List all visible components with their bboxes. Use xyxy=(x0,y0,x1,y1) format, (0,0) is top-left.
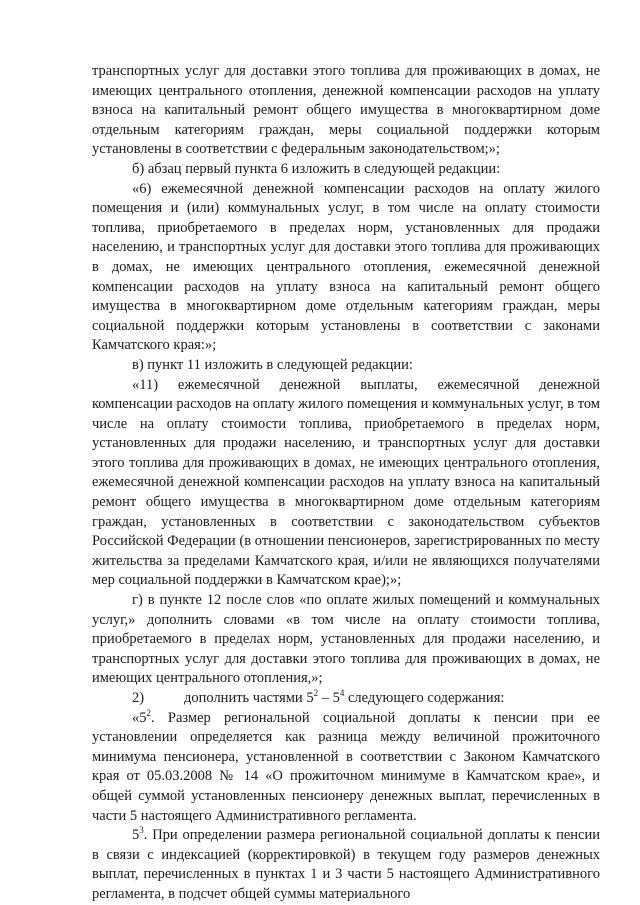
superscript: 4 xyxy=(339,688,345,698)
paragraph-5-3 xyxy=(92,826,600,904)
paragraph-2-text-b: – 5 xyxy=(318,690,340,706)
paragraph-continuation: транспортных услуг для доставки этого топлива для проживающих в домах, не имеющих центрального отопления, денежной компенсации расходов на уплату взноса на капитальный ремонт общего имущества в многоквартирном доме отдельным категориям граждан, меры социальной поддержки которым установлены в соответствии с федеральным законодательством;»; xyxy=(92,63,600,158)
paragraph-item-6: «6) ежемесячной денежной компенсации расходов на оплату жилого помещения и (или) коммунальных услуг, в том числе на оплату стоимости топлива, приобретаемого в пределах норм, установленных для продажи населению, и транспортных услуг для доставки этого топлива для проживающих в домах, не имеющих центрального отопления, ежемесячной денежной компенсации расходов на уплату взноса на капитальный ремонт общего имущества в многоквартирном доме отдельным категориям граждан, меры социальной поддержки которым установлены в соответствии с законами Камчатского края:»; xyxy=(92,180,600,354)
paragraph-2-text-a: дополнить частями 5 xyxy=(184,690,314,706)
item-number: 2) xyxy=(132,690,145,706)
paragraph-2 xyxy=(92,689,600,709)
superscript: 3 xyxy=(139,825,144,836)
paragraph-item-11: «11) ежемесячной денежной выплаты, ежемесячной денежной компенсации расходов на оплату жилого помещения и коммунальных услуг, в том числе на оплату стоимости топлива, приобретаемого в пределах норм, установленных для продажи населению, и транспортных услуг для доставки этого топлива для проживающих в домах, не имеющих центрального отопления, ежемесячной денежной компенсации расходов на уплату взноса на капитальный ремонт общего имущества в многоквартирном доме отдельным категориям граждан, установленных в соответствии с законодательством субъектов Российской Федерации (в отношении пенсионеров, зарегистрированных по месту жительства за пределами Камчатского края, и/или не являющихся получателями мер социальной поддержки в Камчатском крае);»; xyxy=(92,376,600,589)
paragraph-5-3-text: . При определении размера региональной социальной доплаты к пенсии в связи с индексацией (корректировкой) в текущем году размеров денежных выплат, перечисленных в пунктах 1 и 3 части 5 настоящего Административного регламента, в подсчет общей суммы материального xyxy=(92,827,600,902)
paragraph-b: б) абзац первый пункта 6 изложить в следующей редакции: xyxy=(132,160,501,177)
superscript: 2 xyxy=(146,707,151,718)
superscript: 2 xyxy=(313,688,319,698)
paragraph-v: в) пункт 11 изложить в следующей редакции: xyxy=(132,356,413,373)
paragraph-2-text-c: следующего содержания: xyxy=(344,690,505,706)
document-page xyxy=(92,62,600,905)
paragraph-g: г) в пункте 12 после слов «по оплате жилых помещений и коммунальных услуг,» дополнить словами «в том числе на оплату стоимости топлива, приобретаемого в пределах норм, установленных для продажи населению, и транспортных услуг для доставки этого топлива для проживающих в домах, не имеющих центрального отопления,»; xyxy=(92,592,600,687)
paragraph-5-3-start: 5 xyxy=(132,827,140,844)
paragraph-5-2 xyxy=(92,709,600,827)
paragraph-5-2-start: «5 xyxy=(132,709,147,726)
paragraph-5-2-text: . Размер региональной социальной доплаты к пенсии при ее установлении определяется как разница между величиной прожиточного минимума пенсионера, установленной в соответствии с Законом Камчатского края от 05.03.2008 № 14 «О прожиточном минимуме в Камчатском крае», и общей суммой установленных пенсионеру денежных выплат, перечисленных в части 5 настоящего Административного регламента. xyxy=(92,709,600,824)
